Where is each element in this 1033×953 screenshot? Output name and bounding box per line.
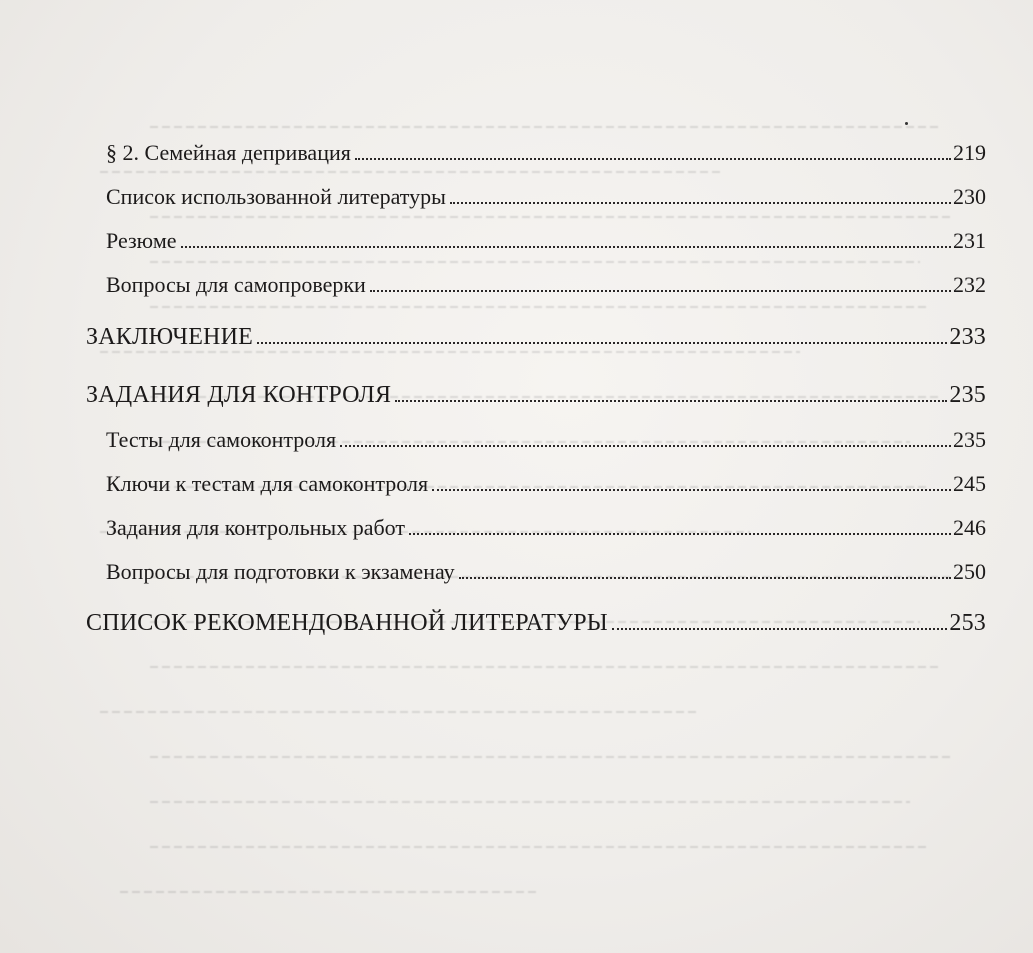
- leader-dots: [409, 533, 951, 535]
- toc-entry-page: 250: [953, 559, 986, 584]
- toc-entry-title: Задания для контрольных работ: [106, 515, 405, 540]
- ink-speck: [905, 122, 908, 125]
- toc-entry[interactable]: [106, 184, 986, 210]
- toc-entry-page: 219: [953, 140, 986, 165]
- toc-entry-title: § 2. Семейная депривация: [106, 140, 351, 165]
- toc-entry-page: 253: [949, 610, 986, 636]
- leader-dots: [450, 202, 951, 204]
- toc-entry[interactable]: [86, 382, 986, 409]
- toc-entry[interactable]: [106, 515, 986, 541]
- leader-dots: [370, 290, 951, 292]
- toc-entry-title: ЗАДАНИЯ ДЛЯ КОНТРОЛЯ: [86, 382, 392, 408]
- toc-entry-page: 246: [953, 515, 986, 540]
- toc-entry[interactable]: [106, 427, 986, 453]
- leader-dots: [181, 246, 951, 248]
- leader-dots: [355, 158, 951, 160]
- toc-entry[interactable]: [86, 610, 986, 637]
- toc-entry-page: 235: [953, 427, 986, 452]
- toc-entry-page: 230: [953, 184, 986, 209]
- toc-entry-page: 233: [949, 324, 986, 350]
- toc-entry-page: 231: [953, 228, 986, 253]
- toc-entry-page: 232: [953, 272, 986, 297]
- toc-entry[interactable]: [106, 471, 986, 497]
- toc-entry-title: Вопросы для самопроверки: [106, 272, 366, 297]
- toc-entry-title: Тесты для самоконтроля: [106, 427, 337, 452]
- leader-dots: [395, 400, 947, 402]
- toc-entry[interactable]: [106, 228, 986, 254]
- toc-entry-title: Список использованной литературы: [106, 184, 446, 209]
- toc-entry[interactable]: [106, 559, 986, 585]
- toc-entry-title: ЗАКЛЮЧЕНИЕ: [86, 324, 253, 350]
- toc-entry-title: СПИСОК РЕКОМЕНДОВАННОЙ ЛИТЕРАТУРЫ: [86, 610, 608, 636]
- leader-dots: [257, 342, 947, 344]
- toc-entry[interactable]: [86, 324, 986, 351]
- toc-entry-title: Резюме: [106, 228, 177, 253]
- toc-entry-page: 235: [949, 382, 986, 408]
- toc-entry-title: Ключи к тестам для самоконтроля: [106, 471, 429, 496]
- leader-dots: [432, 489, 951, 491]
- leader-dots: [612, 628, 947, 630]
- toc-entry-title: Вопросы для подготовки к экзаменау: [106, 559, 455, 584]
- leader-dots: [459, 577, 951, 579]
- toc-entry-page: 245: [953, 471, 986, 496]
- leader-dots: [340, 445, 951, 447]
- toc-entry[interactable]: [106, 140, 986, 166]
- toc-entry[interactable]: [106, 272, 986, 298]
